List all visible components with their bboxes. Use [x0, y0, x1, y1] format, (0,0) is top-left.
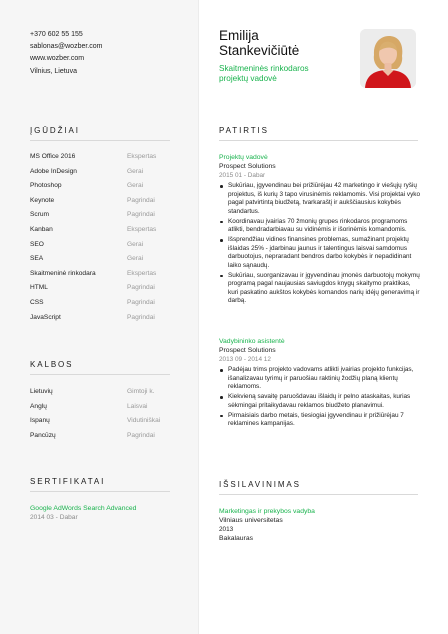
- job-company: Prospect Solutions: [219, 163, 276, 170]
- role-line-1: Skaitmeninės rinkodaros: [219, 64, 309, 73]
- job-bullets: [219, 182, 421, 306]
- skill-level: Ekspertas: [127, 269, 157, 277]
- job-bullet: Sukūriau, įgyvendinau bei prižiūrėjau 42 marketingo ir viešųjų ryšių projektus, iš kurių 3 tapo virusinėmis reklamomis. Visi projektai vyko pagal patvirtintą biudžetą, tvarkaraštį ir aukščiausius kokybės standartus.: [219, 182, 421, 216]
- job-entry: [219, 337, 421, 430]
- job-bullet: Kiekvieną savaitę paruošdavau išlaidų ir pelno ataskaitas, kurias sėkmingai pritaikydavau reklamos biudžeto planavimui.: [219, 393, 421, 410]
- experience-title: PATIRTIS: [219, 126, 269, 135]
- language-name: Pancūzų: [30, 431, 56, 439]
- skill-level: Gerai: [127, 240, 144, 248]
- left-column: [0, 0, 199, 634]
- job-bullet: Sukūriau, suorganizavau ir įgyvendinau įmonės darbuotojų mokymų programą pagal naujausias saviugdos knygų skaitymo praktikas, kuri paskatino aukštos kokybės komandos narių idėjų generavimą ir darbą.: [219, 272, 421, 306]
- job-date: 2015 01 - Dabar: [219, 172, 266, 179]
- skill-name: CSS: [30, 298, 44, 306]
- language-level: Vidutiniškai: [127, 417, 161, 425]
- job-bullet: Išsprendžiau vidines finansines problemas, sumažinant projektų išlaidas 25% - įdarbinau jaunus ir talentingus laisvai samdomus darbuotojus, nepraradant bendros darbo kokybės ir nepadidinant laiko sąnaudų.: [219, 236, 421, 270]
- skill-level: Gerai: [127, 255, 144, 263]
- skill-level: Pagrindai: [127, 211, 155, 219]
- education-level: Bakalauras: [219, 535, 254, 542]
- skill-name: Scrum: [30, 211, 50, 219]
- job-title: Projektų vadovė: [219, 154, 268, 161]
- job-role: [219, 64, 309, 84]
- skill-level: Pagrindai: [127, 284, 155, 292]
- experience-divider: [219, 140, 418, 141]
- language-name: Anglų: [30, 402, 47, 410]
- skill-name: Photoshop: [30, 182, 62, 190]
- language-level: Pagrindai: [127, 431, 155, 439]
- skill-name: Skaitmeninė rinkodara: [30, 269, 96, 277]
- skill-name: JavaScript: [30, 313, 61, 321]
- education-divider: [219, 494, 418, 495]
- skill-name: Adobe InDesign: [30, 167, 77, 175]
- language-level: Laisvai: [127, 402, 148, 410]
- certificates-divider: [30, 491, 170, 492]
- skill-level: Pagrindai: [127, 196, 155, 204]
- skill-level: Ekspertas: [127, 225, 157, 233]
- role-line-2: projektų vadovė: [219, 74, 277, 83]
- profile-photo-image: [360, 29, 416, 88]
- certificate-date: 2014 03 - Dabar: [30, 514, 78, 521]
- education-school: Vilniaus universitetas: [219, 517, 283, 524]
- skills-divider: [30, 140, 170, 141]
- skill-name: Kanban: [30, 225, 53, 233]
- certificates-title: SERTIFIKATAI: [30, 477, 106, 486]
- contact-email: sablonas@wozber.com: [30, 43, 103, 51]
- education-title: IŠSILAVINIMAS: [219, 480, 301, 489]
- language-name: Ispanų: [30, 417, 50, 425]
- education-year: 2013: [219, 526, 234, 533]
- skill-name: SEA: [30, 255, 44, 263]
- skill-level: Pagrindai: [127, 298, 155, 306]
- skill-name: Keynote: [30, 196, 55, 204]
- job-entry: [219, 153, 421, 307]
- education-degree: Marketingas ir prekybos vadyba: [219, 508, 315, 515]
- education-entry: [219, 507, 315, 543]
- job-bullets: [219, 366, 421, 429]
- last-name: Stankevičiūtė: [219, 43, 300, 58]
- contact-phone: +370 602 55 155: [30, 31, 83, 38]
- skill-level: Gerai: [127, 182, 144, 190]
- skill-name: HTML: [30, 284, 48, 292]
- skill-name: SEO: [30, 240, 44, 248]
- skill-level: Pagrindai: [127, 313, 155, 321]
- contact-website: www.wozber.com: [30, 55, 85, 63]
- contact-block: [30, 29, 102, 78]
- skill-name: MS Office 2016: [30, 153, 76, 160]
- first-name: Emilija: [219, 28, 259, 43]
- right-column: [199, 0, 448, 634]
- job-title: Vadybininko asistentė: [219, 338, 285, 345]
- skill-level: Ekspertas: [127, 153, 157, 160]
- job-bullet: Padėjau trims projekto vadovams atlikti įvairias projekto funkcijas, išanalizavau tyrimų ir paruošiau raktinių žodžių planą klientų reklamoms.: [219, 366, 421, 392]
- job-bullet: Koordinavau įvairias 70 žmonių grupes rinkodaros programoms atlikti, bendradarbiavau su vidinėmis ir išorinėmis komandomis.: [219, 218, 421, 235]
- languages-divider: [30, 374, 170, 375]
- skills-title: ĮGŪDŽIAI: [30, 126, 80, 135]
- language-name: Lietuvių: [30, 388, 53, 395]
- job-bullet: Pirmaisiais darbo metais, tiesiogiai įgyvendinau ir prižiūrėjau 7 reklamines kampanijas.: [219, 412, 421, 429]
- job-company: Prospect Solutions: [219, 347, 276, 354]
- certificate-name: Google AdWords Search Advanced: [30, 505, 137, 512]
- contact-location: Vilnius, Lietuva: [30, 67, 77, 75]
- profile-photo: [360, 29, 416, 88]
- job-date: 2013 09 - 2014 12: [219, 356, 271, 363]
- skill-level: Gerai: [127, 167, 144, 175]
- person-name: [219, 28, 299, 58]
- language-level: Gimtoji k.: [127, 388, 155, 395]
- languages-title: KALBOS: [30, 360, 74, 369]
